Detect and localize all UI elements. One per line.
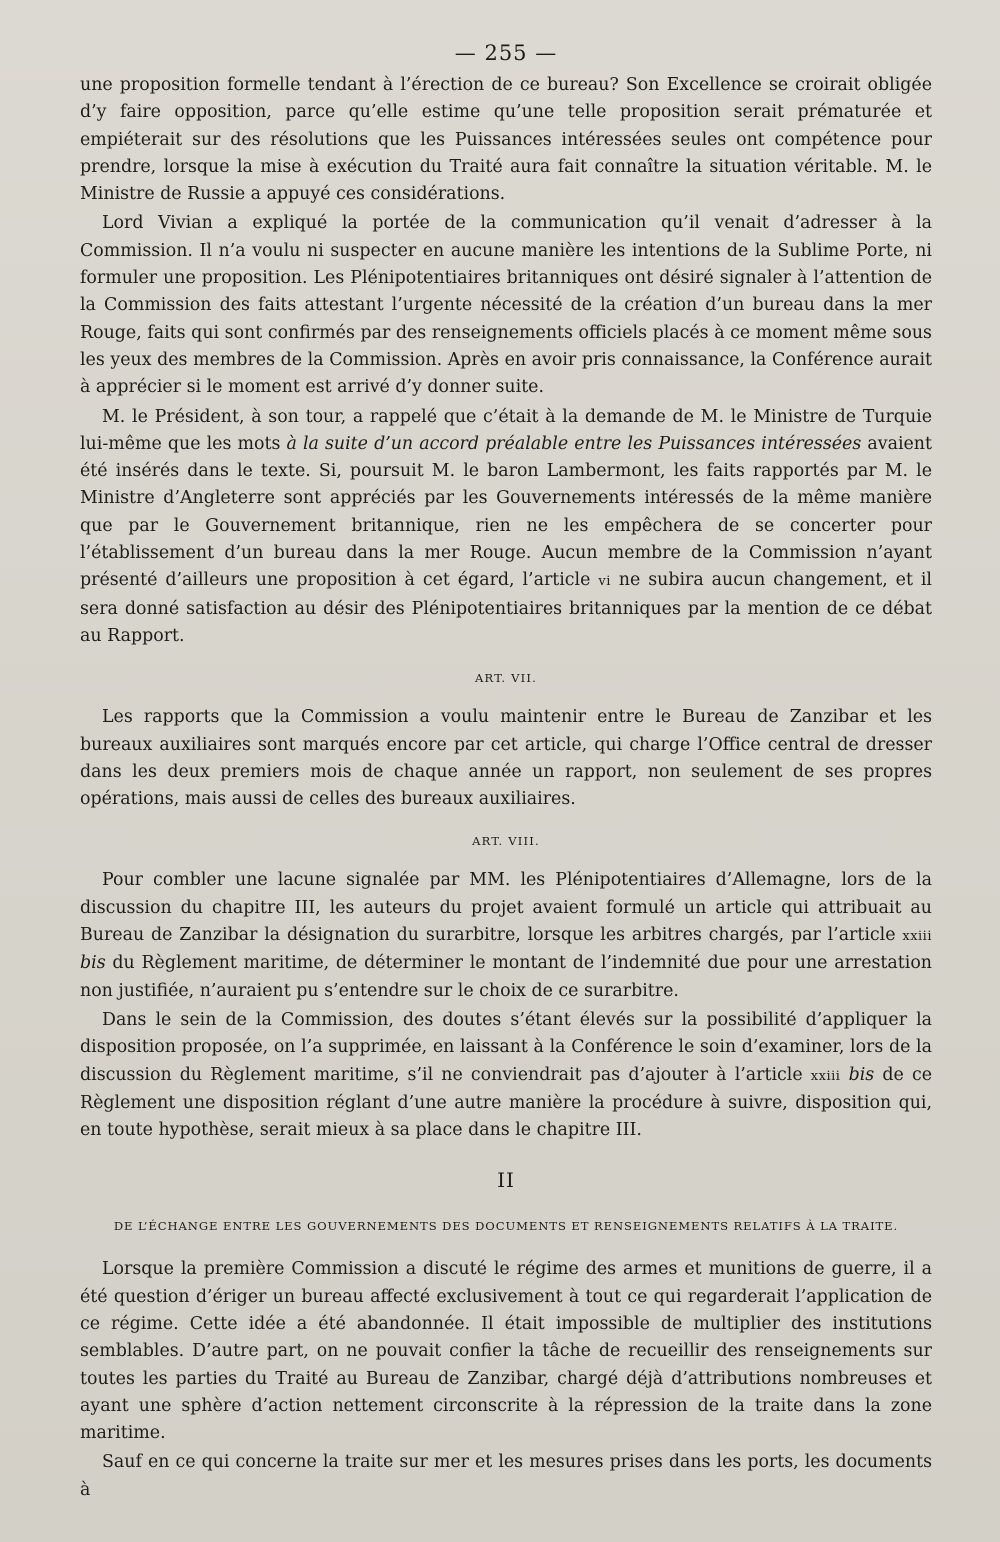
paragraph-7: Lorsque la première Commission a discuté le régime des armes et munitions de guerre, il a été question d’ériger un bureau affecté exclusivement à tout ce qui regarderait l’application de ce régime. Cette idée a été abandonnée. Il était impossible de multiplier des institutions semblables. D’autre part, on ne pouvait confier la tâche de recueillir des renseignements sur toutes les parties du Traité au Bureau de Zanzibar, chargé déjà d’attributions nombreuses et ayant une sphère d’action nettement circonscrite à la répression de la traite dans la zone maritime. bbox=[80, 1259, 932, 1444]
paragraph-4: Les rapports que la Commission a voulu maintenir entre le Bureau de Zanzibar et les bureaux auxiliaires sont marqués encore par cet article, qui charge l’Office central de dresser dans les deux premiers mois de chaque année un rapport, non seulement de ses propres opérations, mais aussi de celles des bureaux auxiliaires. bbox=[80, 707, 932, 810]
paragraph-5-bis: bis bbox=[80, 953, 106, 974]
paragraph-6 bbox=[80, 1007, 932, 1144]
paragraph-3 bbox=[80, 404, 932, 651]
paragraph-6-article-number: xxiii bbox=[810, 1068, 841, 1084]
article-8-heading: ART. VIII. bbox=[472, 834, 540, 849]
paragraph-1: une proposition formelle tendant à l’érection de ce bureau? Son Excellence se croirait obligée d’y faire opposition, parce qu’elle estime qu’une telle proposition serait prématurée et empiéterait sur des résolutions que les Puissances intéressées seules ont compétence pour prendre, lorsque la mise à exécution du Traité aura fait connaître la situation véritable. M. le Ministre de Russie a appuyé ces considérations. bbox=[80, 75, 932, 205]
paragraph-3-article-number: vi bbox=[598, 574, 611, 590]
paragraph-3-text-b: avaient été insérés dans le texte. Si, poursuit M. le baron Lambermont, les faits rapportés par M. le Ministre d’Angleterre sont appréciés par les Gouvernements intéressés de la même manière que par le Gouvernement britannique, rien ne les empêchera de se concerter pour l’établissement d’un bureau dans la mer Rouge. Aucun membre de la Commission n’ayant présenté d’ailleurs une proposition à cet égard, l’article bbox=[80, 433, 932, 591]
section-number: II bbox=[497, 1168, 515, 1193]
paragraph-3-text-a: M. le Président, à son tour, a rappelé que c’était à la demande de M. le Ministre de Turquie lui-même que les mots bbox=[80, 406, 932, 454]
paragraph-3-text-c: ne subira aucun changement, et il sera donné satisfaction au désir des Plénipotentiaires britanniques par la mention de ce débat au Rapport. bbox=[80, 570, 932, 646]
paragraph-5-article-number: xxiii bbox=[902, 929, 932, 945]
paragraph-5-text-a: Pour combler une lacune signalée par MM. les Plénipotentiaires d’Allemagne, lors de la discussion du chapitre III, les auteurs du projet avaient formulé un article qui attribuait au Bureau de Zanzibar la désignation du surarbitre, lorsque les arbitres chargés, par l’article bbox=[80, 870, 932, 946]
paragraph-8: Sauf en ce qui concerne la traite sur mer et les mesures prises dans les ports, les documents à bbox=[80, 1452, 932, 1500]
paragraph-2: Lord Vivian a expliqué la portée de la communication qu’il venait d’adresser à la Commission. Il n’a voulu ni suspecter en aucune manière les intentions de la Sublime Porte, ni formuler une proposition. Les Plénipotentiaires britanniques ont désiré signaler à l’attention de la Commission des faits attestant l’urgente nécessité de la création d’un bureau dans la mer Rouge, faits qui sont confirmés par des renseignements officiels placés à ce moment même sous les yeux des membres de la Commission. Après en avoir pris connaissance, la Conférence aurait à apprécier si le moment est arrivé d’y donner suite. bbox=[80, 213, 932, 398]
paragraph-6-bis: bis bbox=[848, 1064, 875, 1085]
paragraph-6-text-b: de ce Règlement une disposition réglant d’une autre manière la procédure à suivre, disposition qui, en toute hypothèse, serait mieux à sa place dans le chapitre III. bbox=[80, 1064, 933, 1141]
paragraph-5 bbox=[80, 867, 932, 1004]
section-title: DE L’ÉCHANGE ENTRE LES GOUVERNEMENTS DES DOCUMENTS ET RENSEIGNEMENTS RELATIFS À LA TRAITE. bbox=[113, 1219, 899, 1234]
paragraph-3-quotation: à la suite d’un accord préalable entre les Puissances intéressées bbox=[286, 433, 862, 454]
paragraph-5-text-b: du Règlement maritime, de déterminer le montant de l’indemnité due pour une arrestation non justifiée, n’auraient pu s’entendre sur le choix de ce surarbitre. bbox=[80, 953, 932, 1001]
page-number: — 255 — bbox=[454, 41, 558, 65]
paragraph-6-text-a: Dans le sein de la Commission, des doutes s’étant élevés sur la possibilité d’appliquer la disposition proposée, on l’a supprimée, en laissant à la Conférence le soin d’examiner, lors de la discussion du Règlement maritime, s’il ne conviendrait pas d’ajouter à l’article bbox=[80, 1009, 932, 1085]
article-7-heading: ART. VII. bbox=[475, 671, 537, 686]
